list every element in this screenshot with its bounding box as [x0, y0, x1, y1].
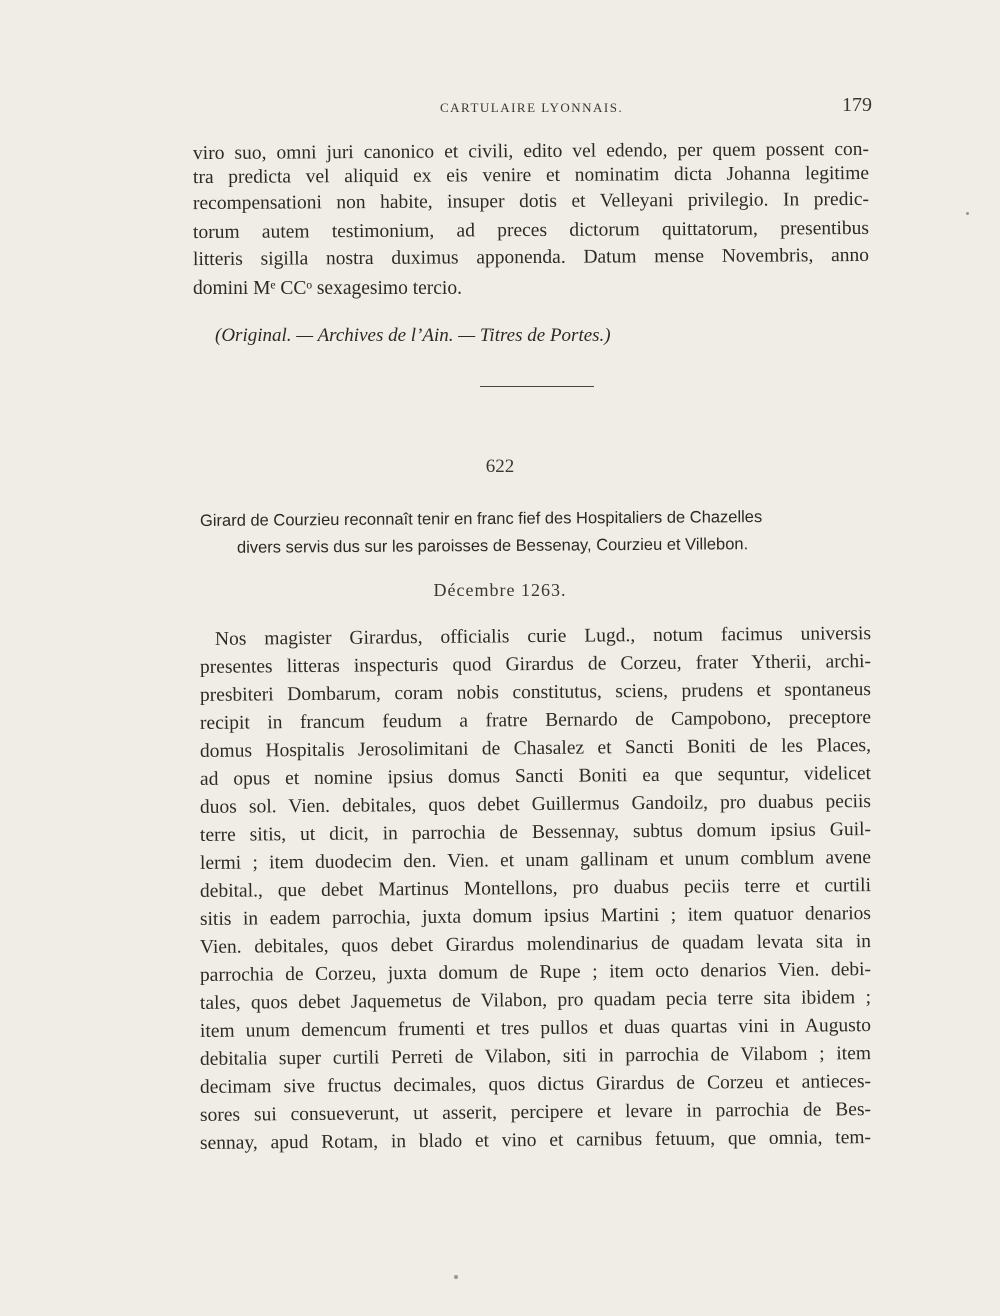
charter-text-line: recipit in francum feudum a fratre Bernardo de Campobono, preceptore [199, 707, 872, 734]
running-title: CARTULAIRE LYONNAIS. [440, 100, 624, 115]
charter-text-line: item unum demencum frumenti et tres pullos et duas quartas vini in Augusto [199, 1015, 872, 1042]
previous-text-line: tra predicta vel aliquid ex eis venire et nominatim dicta Johanna legitime [192, 162, 870, 189]
charter-text-line: duos sol. Vien. debitales, quos debet Guillermus Gandoilz, pro duabus peciis [199, 791, 872, 818]
charter-text-line: domus Hospitalis Jerosolimitani de Chasalez et Sancti Boniti de les Places, [199, 735, 872, 762]
charter-text-line: Nos magister Girardus, officialis curie Lugd., notum facimus universis [214, 623, 872, 650]
source-citation: (Original. — Archives de l’Ain. — Titres de Portes.) [215, 325, 611, 346]
charter-date: Décembre 1263. [433, 580, 567, 600]
charter-number: 622 [485, 456, 515, 477]
charter-text-line: decimam sive fructus decimales, quos dictus Girardus de Corzeu et antieces- [199, 1071, 872, 1098]
previous-text-line: domini Mᵉ CCᵒ sexagesimo tercio. [193, 278, 462, 299]
charter-text-line: debitalia super curtili Perreti de Vilabon, siti in parrochia de Vilabom ; item [199, 1043, 872, 1070]
paper-speck [454, 1275, 458, 1279]
charter-text-line: lermi ; item duodecim den. Vien. et unam gallinam et unum comblum avene [199, 847, 872, 874]
charter-text-line: sennay, apud Rotam, in blado et vino et carnibus fetuum, que omnia, tem- [199, 1127, 872, 1154]
charter-text-line: presentes litteras inspecturis quod Girardus de Corzeu, frater Ytherii, archi- [199, 651, 872, 678]
charter-text-line: ad opus et nomine ipsius domus Sancti Boniti ea que sequntur, videlicet [199, 763, 872, 790]
charter-text-line: tales, quos debet Jaquemetus de Vilabon, pro quadam pecia terre sita ibidem ; [199, 987, 872, 1014]
charter-text-line: sores sui consueverunt, ut asserit, percipere et levare in parrochia de Bes- [199, 1099, 872, 1126]
previous-text-line: viro suo, omni juri canonico et civili, edito vel edendo, per quem possent con- [192, 138, 870, 165]
previous-text-line: torum autem testimonium, ad preces dictorum quittatorum, presentibus [192, 217, 870, 244]
charter-text-line: debital., que debet Martinus Montellons, pro duabus peciis terre et curtili [199, 875, 872, 902]
charter-text-line: sitis in eadem parrochia, juxta domum ipsius Martini ; item quatuor denarios [199, 903, 872, 930]
running-head [0, 94, 1000, 124]
charter-text-line: Vien. debitales, quos debet Girardus molendinarius de quadam levata sita in [199, 931, 872, 958]
page-number: 179 [842, 94, 872, 116]
paper-speck [966, 212, 969, 215]
charter-summary-line: Girard de Courzieu reconnaît tenir en franc fief des Hospitaliers de Chazelles [199, 508, 763, 530]
section-divider [480, 386, 594, 387]
charter-summary-line: divers servis dus sur les paroisses de Bessenay, Courzieu et Villebon. [236, 535, 749, 557]
previous-text-line: recompensationi non habite, insuper dotis et Velleyani privilegio. In predic- [192, 188, 870, 215]
previous-text-line: litteris sigilla nostra duximus apponenda. Datum mense Novembris, anno [192, 244, 870, 271]
charter-text-line: terre sitis, ut dicit, in parrochia de Bessennay, subtus domum ipsius Guil- [199, 819, 872, 846]
charter-text-line: presbiteri Dombarum, coram nobis constitutus, sciens, prudens et spontaneus [199, 679, 872, 706]
charter-text-line: parrochia de Corzeu, juxta domum de Rupe ; item octo denarios Vien. debi- [199, 959, 872, 986]
